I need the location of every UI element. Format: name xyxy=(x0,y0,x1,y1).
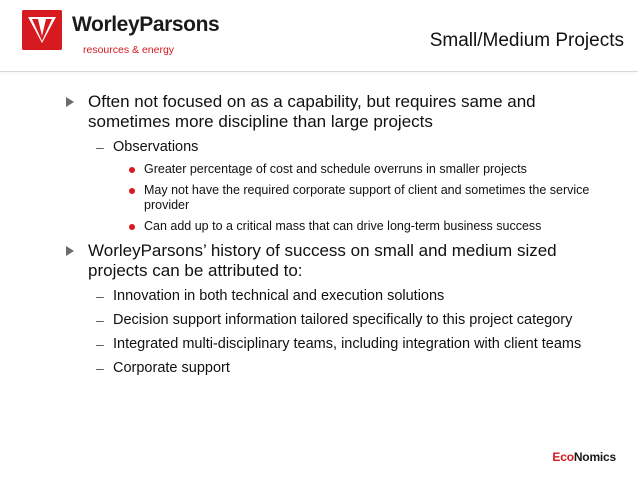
economics-brand xyxy=(552,450,616,464)
dash-bullet-icon: – xyxy=(96,312,104,328)
bullet-text: Can add up to a critical mass that can drive long-term business success xyxy=(144,218,542,233)
bullet-text: Corporate support xyxy=(113,360,230,376)
bullet-text: WorleyParsons’ history of success on small and medium sized projects can be attributed to: xyxy=(88,241,557,280)
bullet-level3 xyxy=(0,162,638,178)
bullet-text: Innovation in both technical and execution solutions xyxy=(113,288,445,304)
brand-eco-text: Eco xyxy=(552,450,574,464)
bullet-level1 xyxy=(0,241,638,281)
bullet-level2 xyxy=(0,138,638,156)
bullet-level2 xyxy=(0,335,638,353)
slide-content xyxy=(0,92,638,383)
dot-bullet-icon xyxy=(129,188,135,194)
bullet-text: Observations xyxy=(113,139,199,155)
dash-bullet-icon: – xyxy=(96,360,104,376)
logo-emblem-icon xyxy=(22,10,62,50)
brand-name: WorleyParsons xyxy=(72,13,220,36)
dot-bullet-icon xyxy=(129,167,135,173)
bullet-text: May not have the required corporate support of client and sometimes the service provider xyxy=(144,182,590,212)
header-divider xyxy=(0,71,638,72)
brand-tagline: resources & energy xyxy=(83,44,175,56)
bullet-text: Often not focused on as a capability, but requires same and sometimes more discipline than large projects xyxy=(88,92,536,131)
bullet-level3 xyxy=(0,219,638,235)
bullet-text: Greater percentage of cost and schedule overruns in smaller projects xyxy=(144,162,527,176)
bullet-level2 xyxy=(0,311,638,329)
dash-bullet-icon: – xyxy=(96,336,104,352)
dash-bullet-icon: – xyxy=(96,288,104,304)
triangle-bullet-icon xyxy=(66,97,74,107)
dash-bullet-icon: – xyxy=(96,139,104,155)
bullet-level2 xyxy=(0,287,638,305)
bullet-text: Integrated multi-disciplinary teams, including integration with client teams xyxy=(113,336,582,352)
worleyparsons-logo-icon xyxy=(22,10,62,50)
slide-title: Small/Medium Projects xyxy=(429,30,624,51)
triangle-bullet-icon xyxy=(66,246,74,256)
dot-bullet-icon xyxy=(129,224,135,230)
bullet-level2 xyxy=(0,359,638,377)
brand-nomics-text: Nomics xyxy=(573,450,616,464)
bullet-text: Decision support information tailored specifically to this project category xyxy=(113,312,573,328)
bullet-level1 xyxy=(0,92,638,132)
bullet-level3 xyxy=(0,183,638,214)
